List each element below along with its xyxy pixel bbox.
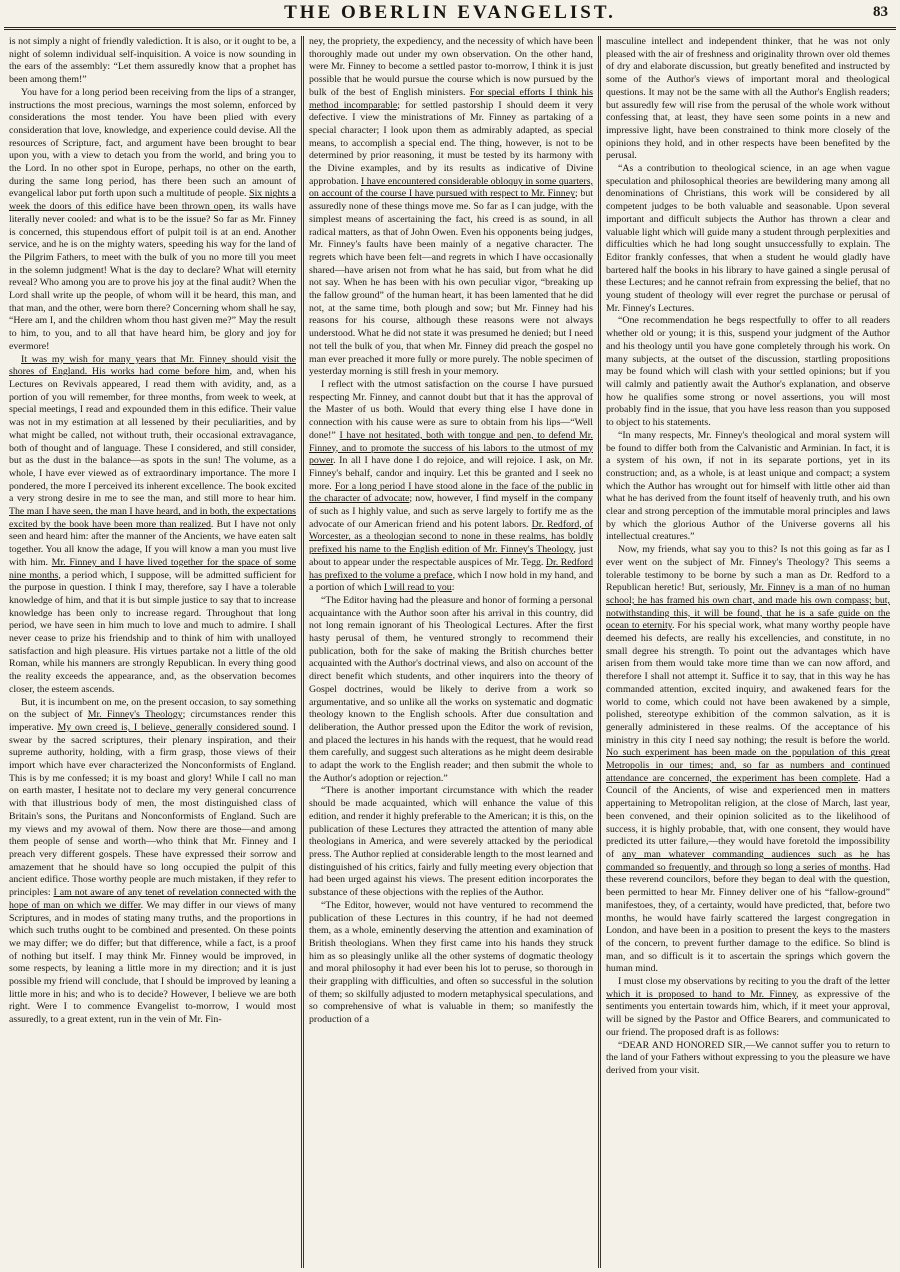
text-run: You have for a long period been receiving from the lips of a stranger, instructions the most precious, warnings the most solemn, enforced by considerations the most tender. You have been plied with every consideration that love, knowledge, and experience could devise. All the resources of Scripture, fact, and argument have been brought to bear upon you, with a view to detach you from the world, and bring you to the Lord. In no other spot in Europe, perhaps, no other on the earth, during the same long period, has there been such an amount of evangelical labor put forth upon such a multitude of people. [9, 86, 296, 200]
article-paragraph [9, 354, 296, 697]
underlined-passage: No such experiment has been made on the population of this great Metropolis in our times; and, so far as numbers and continued attendance are concerned, the experiment has been complete [606, 747, 890, 784]
article-paragraph [606, 315, 890, 429]
text-run: , its walls have literally never cooled: and what is to be the issue? So far as Mr. Finney is concerned, this stupendous effort of pulpit toil is at an end. Another service, and he is on the mighty waters, speeding his way for the land of the Pilgrim Fathers, to meet with the bulk of you no more till you meet in the solemn judgment! What is the day to declare? What will eternity reveal? Who among you are to prove his joy at the final audit? When the Lord shall write up the people, of whom will it be heard, this man, and that man, and the other, were born there? Concerning whom shall he say, “Here am I, and the children whom thou hast given me?” May the result to him, to you, and to all that have heard him, be glory and joy for evermore! [9, 201, 296, 352]
column-left [4, 36, 301, 1268]
text-run: . I swear by the sacred scriptures, their plenary inspiration, and their supreme authority, holding, with a firm grasp, those views of their import which have ever characterized the Nonconformists of England. This is by me confessed; it is my boast and glory! While I call no man on earth master, I hesitate not to declare my very general concurrence with that illustrious body of men, the most distinguished class of Britain's sons, the Puritans and Nonconformists of England. Such are my views and my avowal of them. Now there are those—and among them people of sense and worth—who think that Mr. Finney and I preach very different gospels. These have expressed their sorrow and amazement that he should have so long occupied the pulpit of this ancient edifice. Those worthy people are much mistaken, if they refer to principles: [9, 721, 296, 899]
text-run: . Had these reverend councilors, before they began to deal with the question, been permitted to hear Mr. Finney deliver one of his “fallow-ground” manifestoes, they, of a certainty, would have predicted, that, before two months, he would have fairly scattered the largest congregation in London, and have been in a position to present the keys to the masters of the concern, to prevent further damage to the edifice. So blind is man, and so difficult is it to ascertain the springs which govern the human mind. [606, 861, 890, 975]
text-run: ; for settled pastorship I should deem it very defective. I view the ministrations of Mr. Finney as partaking of a special character; I look upon them as admirably adapted, as special means, to accomplish a special end. The thing, however, is not to be determined by prior reasoning, it must be tested by its harmony with the Divine examples, and by its results as indicative of Divine approbation. [309, 99, 594, 187]
column-right [598, 36, 895, 1268]
text-run: I must close my observations by reciting to you the draft of the letter [618, 976, 890, 988]
underlined-passage: Mr. Finney and I have lived together for the space of some nine months [9, 556, 296, 581]
text-run: , just about to appear under the respectable auspices of Mr. Tegg. [309, 544, 593, 568]
text-run: “The Editor, however, would not have ventured to recommend the publication of these Lectures in this country, if he had not deemed them, as a whole, eminently deserving the attention and examination of British theologians. When they first came into his hands they struck him as so pleasingly unlike all the other systems of dogmatic theology and moral philosophy it had ever been his lot to peruse, so thorough in their grappling with difficulties, and often so successful in the solution of them; so skilfully adjusted to modern metaphysical speculations, and so comprehensive of what is valuable in them; so manifestly the production of a [309, 899, 593, 1026]
page-header [0, 0, 900, 34]
underlined-passage: For special efforts I think his method incomparable [309, 86, 593, 111]
page-number: 83 [873, 4, 888, 20]
text-run: “One recommendation he begs respectfully to offer to all readers whether old or young; it is this, suspend your judgment of the Author and his theology until you have gone completely through his work. On many subjects, at the outset of the discussion, startling propositions may be found which will clash with your settled opinions; but if you will calmly and patiently await the Author's explanation, and observe how he qualifies some strong or novel assertions, you will most probably find in the issue, that you have less reason than you supposed to object to his statements. [606, 315, 890, 429]
text-run: ; but assuredly none of these things move me. So far as I can judge, with the simplest means of ascertaining the fact, his creed is as sound, in all radical matters, as that of John Owen. Even his opponents being judges, Mr. Finney's faults have been mainly of a negative character. The regrets which have been felt—and regrets in which I have occasionally shared—have arisen not from what he has said, but from what he did not say. When he has been with his own peculiar vigor, “breaking up the fallow ground” of the human heart, it has been lamented that he did not, at the same time, both plough and sow; but Mr. Finney had his reasons for his course, although these reasons were not always understood. What he did not state it was presumed he denied; but I need not tell the bulk of you, that when Mr. Finney did preach the gospel no man ever preached it more fully or more purely. The noble specimen of yesterday morning is still fresh in your memory. [309, 188, 594, 378]
text-run: “There is another important circumstance with which the reader should be made acquainted, which will enhance the value of this edition, and render it highly preferable to the American; it is this, on the publication of these Lectures they attracted the attention of many able theologians in America, and were severely attacked by the periodical press. The Author replied at considerable length to the most learned and distinguished of his critics, fairly and fully meeting every objection that had been urged against his views. The present edition incorporates the substance of these objections with the replies of the Author. [309, 785, 593, 899]
text-run: “As a contribution to theological science, in an age when vague speculation and philosophical theories are bewildering many among all denominations of Christians, this work will be considered by all competent judges to be both valuable and seasonable. Upon several important and difficult subjects the Author has thrown a clear and valuable light which will guide many a student through perplexities and difficulties which he had long sought unsuccessfully to explain. The Editor frankly confesses, that when a student he would gladly have bartered half the books in his library to have gained a single perusal of these Lectures; and he cannot refrain from expressing the belief, that no young student of theology will ever regret the purchase or perusal of Mr. Finney's Lectures. [606, 163, 890, 314]
underlined-passage: Dr. Redford has prefixed to the volume a preface [309, 556, 593, 581]
text-run: . But I have not only seen and heard him: after the manner of the Ancients, we have eaten salt together. You all know the adage, If you will know a man you must live with him. [9, 518, 296, 568]
article-paragraph [309, 379, 593, 595]
text-run: , which I now hold in my hand, and a portion of which [309, 569, 593, 594]
underlined-passage: I have not hesitated, both with tongue and pen, to defend Mr. Finney, and to promote the success of his labors to the utmost of my power [309, 429, 593, 467]
text-run: But, it is incumbent on me, on the present occasion, to say something on the subject of [9, 696, 296, 721]
article-paragraph [309, 900, 593, 1027]
text-run: , and, when his Lectures on Revivals appeared, I read them with avidity, and, as a portion of you will remember, for three months, from week to week, at special meetings, I read and expounded them in this edifice. Their value was not in my estimation at all lessened by their peculiarities, and by what might be called, not without truth, their occasional extravagance, both of thought and of language. These I considered, and still consider, but as the dust in the balance—as spots in the sun! The volume, as a whole, I have ever viewed as of extraordinary importance. The more I pondered, the more I perceived its inherent excellence. The book excited a very strong desire in me to see the man, and still more to hear him. [9, 366, 296, 505]
text-run: ney, the propriety, the expediency, and the necessity of which have been thoroughly made out under my own observation. On the other hand, were Mr. Finney to become a settled pastor to-morrow, I think it is just possible that he would pursue the course which is now pursued by the bulk of the best of English ministers. [309, 36, 593, 98]
underlined-passage: My own creed is, I believe, generally considered sound [57, 721, 287, 733]
text-run: . For his special work, what many worthy people have deemed his defects, are really his excellencies, and constitute, in no small degree his strength. To point out the advantages which have arisen from them would take more time than we can now afford, and therefore I shall not attempt it. Suffice it to say, that in this way he has commanded attention, excited inquiry, and awakened fears for the world to come, which could not have been awakened by a simple, polished, stereotype exhibition of the common salvation, as it is generally administered in these realms. Of the acceptance of his ministry in this city I need say nothing; the result is before the world. [606, 620, 890, 746]
underlined-passage: I am not aware of any tenet of revelation connected with the hope of man on which we differ [9, 887, 296, 911]
column-middle [301, 36, 598, 1268]
text-run: I reflect with the utmost satisfaction on the course I have pursued respecting Mr. Finney, and cannot doubt but that it has the approval of the Master of us both. Would that every thing else I have done in connection with his cause were as sure to obtain from his lips—“Well done!” [309, 378, 593, 441]
article-paragraph [606, 163, 890, 315]
text-run: , a period which, I suppose, will be admitted sufficient for the purpose in question. I think I may, therefore, say I have a tolerable knowledge of him, and that it is but simple justice to say that to increase knowledge has been only to increase regard. Throughout that long period, we have seen in him much to love and much to admire. I shall never cease to prize his friendship and to think of him with unalloyed satisfaction and high pleasure. His virtues partake not a little of the old Roman, while his manners are strongly Republican. In every thing good the reality exceeds the appearance, and, as the observation becomes closer, the esteem ascends. [9, 569, 296, 695]
article-columns [4, 36, 896, 1268]
underlined-passage: For a long period I have stood alone in the face of the public in the character of advocate [309, 480, 593, 505]
article-paragraph [309, 785, 593, 899]
article-paragraph [606, 36, 890, 163]
underlined-passage: I have encountered considerable obloquy in some quarters, on account of the course I have pursued with respect to Mr. Finney [309, 175, 593, 200]
text-run: Now, my friends, what say you to this? Is not this going as far as I ever went on the subject of Mr. Finney's Theology? This seems a tolerable testimony to be borne by such a man as Dr. Redford to a Republican heretic! But, seriously, [606, 544, 890, 594]
underlined-passage: any man whatever commanding audiences such as he has commanded so frequently, and through so long a series of months [606, 849, 890, 873]
underlined-passage: It was my wish for many years that Mr. Finney should visit the shores of England. His works had come before him [9, 353, 296, 378]
article-paragraph [309, 36, 593, 379]
underlined-passage: which it is proposed to hand to Mr. Finney [606, 988, 797, 1000]
article-paragraph [9, 87, 296, 354]
underlined-passage: Dr. Redford, of Worcester, as a theologian second to none in these realms, has boldly prefixed his name to the English edition of Mr. Finney's Theology [309, 518, 593, 556]
text-run: masculine intellect and independent thinker, that he was not only pleased with the air of freshness and originality thrown over old themes of dry and elaborate discussion, but greatly benefited and instructed by some of the Author's views of important moral and theological questions. It may not be the same with all the Author's English readers; but assuredly few will rise from the perusal of the whole work without confessing that, at least, they have seen some points in a new and impressive light, have been constrained to think more closely of the opinions they hold, and in other respects have been benefited by the perusal. [606, 36, 890, 162]
article-paragraph [606, 430, 890, 544]
article-paragraph [9, 36, 296, 87]
newspaper-masthead: THE OBERLIN EVANGELIST. [284, 2, 616, 23]
text-run: , as expressive of the sentiments you entertain towards him, which, if it meet your approval, will be signed by the Pastor and Office Bearers, and communicated to our friend. The proposed draft is as follows: [606, 988, 891, 1038]
article-paragraph [9, 697, 296, 1027]
text-run: . Had a Council of the Ancients, of wise and experienced men in matters appertaining to Metropolitan religion, at the close of March, last year, been convened, and their opinion solicited as to the likelihood of success, it is highly probable, that, with one consent, they would have predicted its utter failure,—they would have foretold the impossibility of [606, 772, 891, 860]
header-rule [4, 27, 896, 30]
underlined-passage: Six nights a week the doors of this edifice have been thrown open [9, 188, 296, 213]
article-paragraph [309, 595, 593, 786]
underlined-passage: I will read to you [383, 582, 452, 594]
text-run: ; now, however, I find myself in the company of such as I highly value, and such as serve largely to fortify me as the advocate of our American friend and his potent labors. [309, 493, 593, 530]
underlined-passage: Mr. Finney is a man of no human school; he has framed his own chart, and made his own compass; but, notwithstanding this, it will be found, that he is a safe guide on the ocean to eternity [606, 582, 890, 632]
text-run: ; circumstances render this imperative. [9, 709, 297, 733]
article-paragraph [606, 544, 890, 976]
article-paragraph [606, 1040, 890, 1078]
underlined-passage: The man I have seen, the man I have heard, and in both, the expectations excited by the book have been more than realized [9, 506, 296, 530]
text-run: “In many respects, Mr. Finney's theological and moral system will be found to differ both from the Calvanistic and Arminian. In fact, it is a system of his own, if not in its separate portions, yet in its construction; and, as a whole, is at least unique and compact; a system which the Author has wrought out for himself with little other aid than what he has derived from the fount itself of heavenly truth, and his own clear and strong perception of the immutable moral principles and laws by which the glorious Author of the Universe governs all his intellectual creatures.” [606, 429, 890, 543]
text-run: : [451, 582, 455, 594]
text-run: “DEAR AND HONORED SIR,—We cannot suffer you to return to the land of your Fathers without expressing to you the pleasure we have derived from your visit. [606, 1039, 890, 1076]
text-run: “The Editor having had the pleasure and honor of forming a personal acquaintance with the Author soon after his arrival in this country, did not long remain ignorant of his Theological Lectures. After the first hasty perusal of them, he ventured strongly to recommend their publication, both for the sake of making the British churches better acquainted with the Author's doctrinal views, and also on account of the direct benefit which students, and other inquirers into the theory of Gospel doctrines, would be likely to derive from a work so argumentative, and so unlike all the works on systematic and dogmatic theology known to the English schools. After due consultation and deliberation, the Author pressed upon the Editor the work of revision, and placed the lectures in his hands with the request, that he would read them carefully, and suggest such alterations as he might deem desirable to adapt the work to the English reader; and then submit the whole to the Author's adoption or rejection.” [309, 594, 593, 784]
underlined-passage: Mr. Finney's Theology [87, 709, 183, 721]
text-run: is not simply a night of friendly valediction. It is also, or it ought to be, a night of solemn individual self-inquisition. A voice is now sounding in the ears of the assembly: “Let them assuredly know that a prophet has been among them!” [9, 36, 296, 86]
article-paragraph [606, 976, 890, 1040]
text-run: . In all I have done I do rejoice, and will rejoice. I ask, on Mr. Finney's behalf, candor and inquiry. Let this be granted and I seek no more. [309, 455, 593, 492]
text-run: . We may differ in our views of many Scriptures, and in modes of stating many truths, and the proportions in which such truths ought to be combined and presented. On these points we may differ; we do differ; but that difference, while a fact, is a proof of nothing but itself. I may think Mr. Finney would be improved, in some respects, by leaning a little more in my direction; and it is just possible my friend will conclude, that I should be improved by leaning a little more in his; and who is to decide? However, I believe we are both right. Were I to commence Evangelist to-morrow, I would most assuredly, to a great extent, run in the vein of Mr. Fin- [9, 899, 296, 1026]
